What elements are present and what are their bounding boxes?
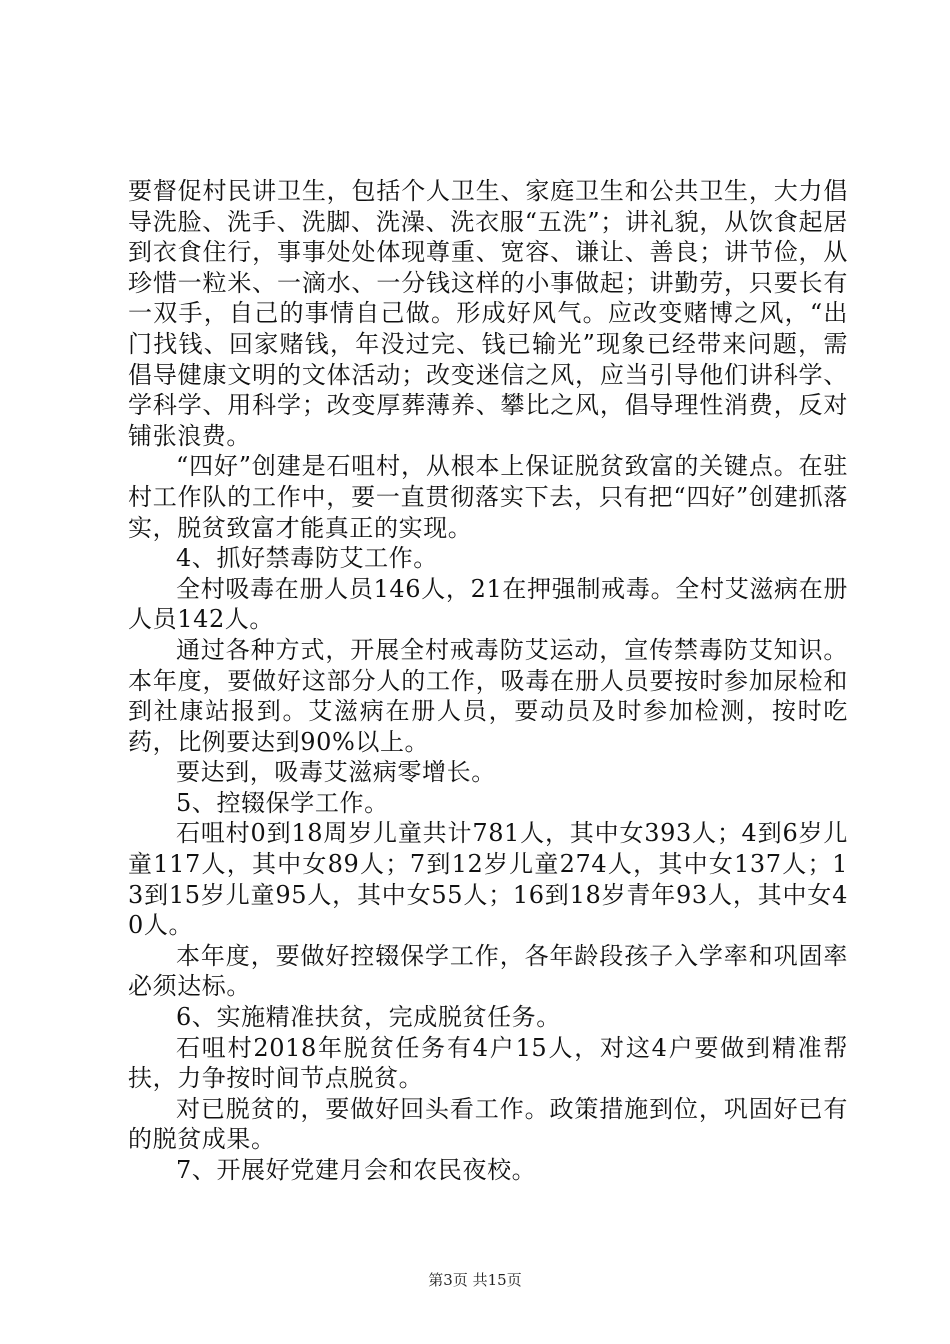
paragraph-children-stats: 石咀村0到18周岁儿童共计781人，其中女393人；4到6岁儿童117人，其中女89人；7到12岁儿童274人，其中女137人；13到15岁儿童95人，其中女55人；16到18岁青年93人，其中女40人。 [128,819,848,940]
section-heading-drug-aids: 4、抓好禁毒防艾工作。 [176,544,438,573]
document-body [128,176,848,1186]
paragraph-drug-aids-count: 全村吸毒在册人员146人，21在押强制戒毒。全村艾滋病在册人员142人。 [128,574,848,634]
section-heading-poverty: 6、实施精准扶贫，完成脱贫任务。 [176,1003,561,1032]
paragraph-hygiene-customs: 要督促村民讲卫生，包括个人卫生、家庭卫生和公共卫生，大力倡导洗脸、洗手、洗脚、洗澡、洗衣服“五洗”；讲礼貌，从饮食起居到衣食住行，事事处处体现尊重、宽容、谦让、善良；讲节俭，从珍惜一粒米、一滴水、一分钱这样的小事做起；讲勤劳，只要长有一双手，自己的事情自己做。形成好风气。应改变赌博之风，“出门找钱、回家赌钱，年没过完、钱已输光”现象已经带来问题，需倡导健康文明的文体活动；改变迷信之风，应当引导他们讲科学、学科学、用科学；改变厚葬薄养、攀比之风，倡导理性消费，反对铺张浪费。 [128,177,848,450]
paragraph-drug-aids-goal: 要达到，吸毒艾滋病零增长。 [176,758,496,787]
page-number-footer: 第3页 共15页 [428,1271,522,1289]
section-heading-school-dropout: 5、控辍保学工作。 [176,788,389,817]
paragraph-poverty-task: 石咀村2018年脱贫任务有4户15人，对这4户要做到精准帮扶，力争按时间节点脱贫。 [128,1033,848,1093]
paragraph-drug-aids-campaign: 通过各种方式，开展全村戒毒防艾运动，宣传禁毒防艾知识。本年度，要做好这部分人的工作，吸毒在册人员要按时参加尿检和到社康站报到。艾滋病在册人员，要动员及时参加检测，按时吃药，比例要达到90%以上。 [128,635,848,756]
paragraph-four-good: “四好”创建是石咀村，从根本上保证脱贫致富的关键点。在驻村工作队的工作中，要一直贯彻落实下去，只有把“四好”创建抓落实，脱贫致富才能真正的实现。 [128,452,848,542]
section-heading-party-school: 7、开展好党建月会和农民夜校。 [176,1156,537,1184]
paragraph-enrollment-goal: 本年度，要做好控辍保学工作，各年龄段孩子入学率和巩固率必须达标。 [128,941,848,1001]
paragraph-poverty-review: 对已脱贫的，要做好回头看工作。政策措施到位，巩固好已有的脱贫成果。 [128,1094,848,1154]
